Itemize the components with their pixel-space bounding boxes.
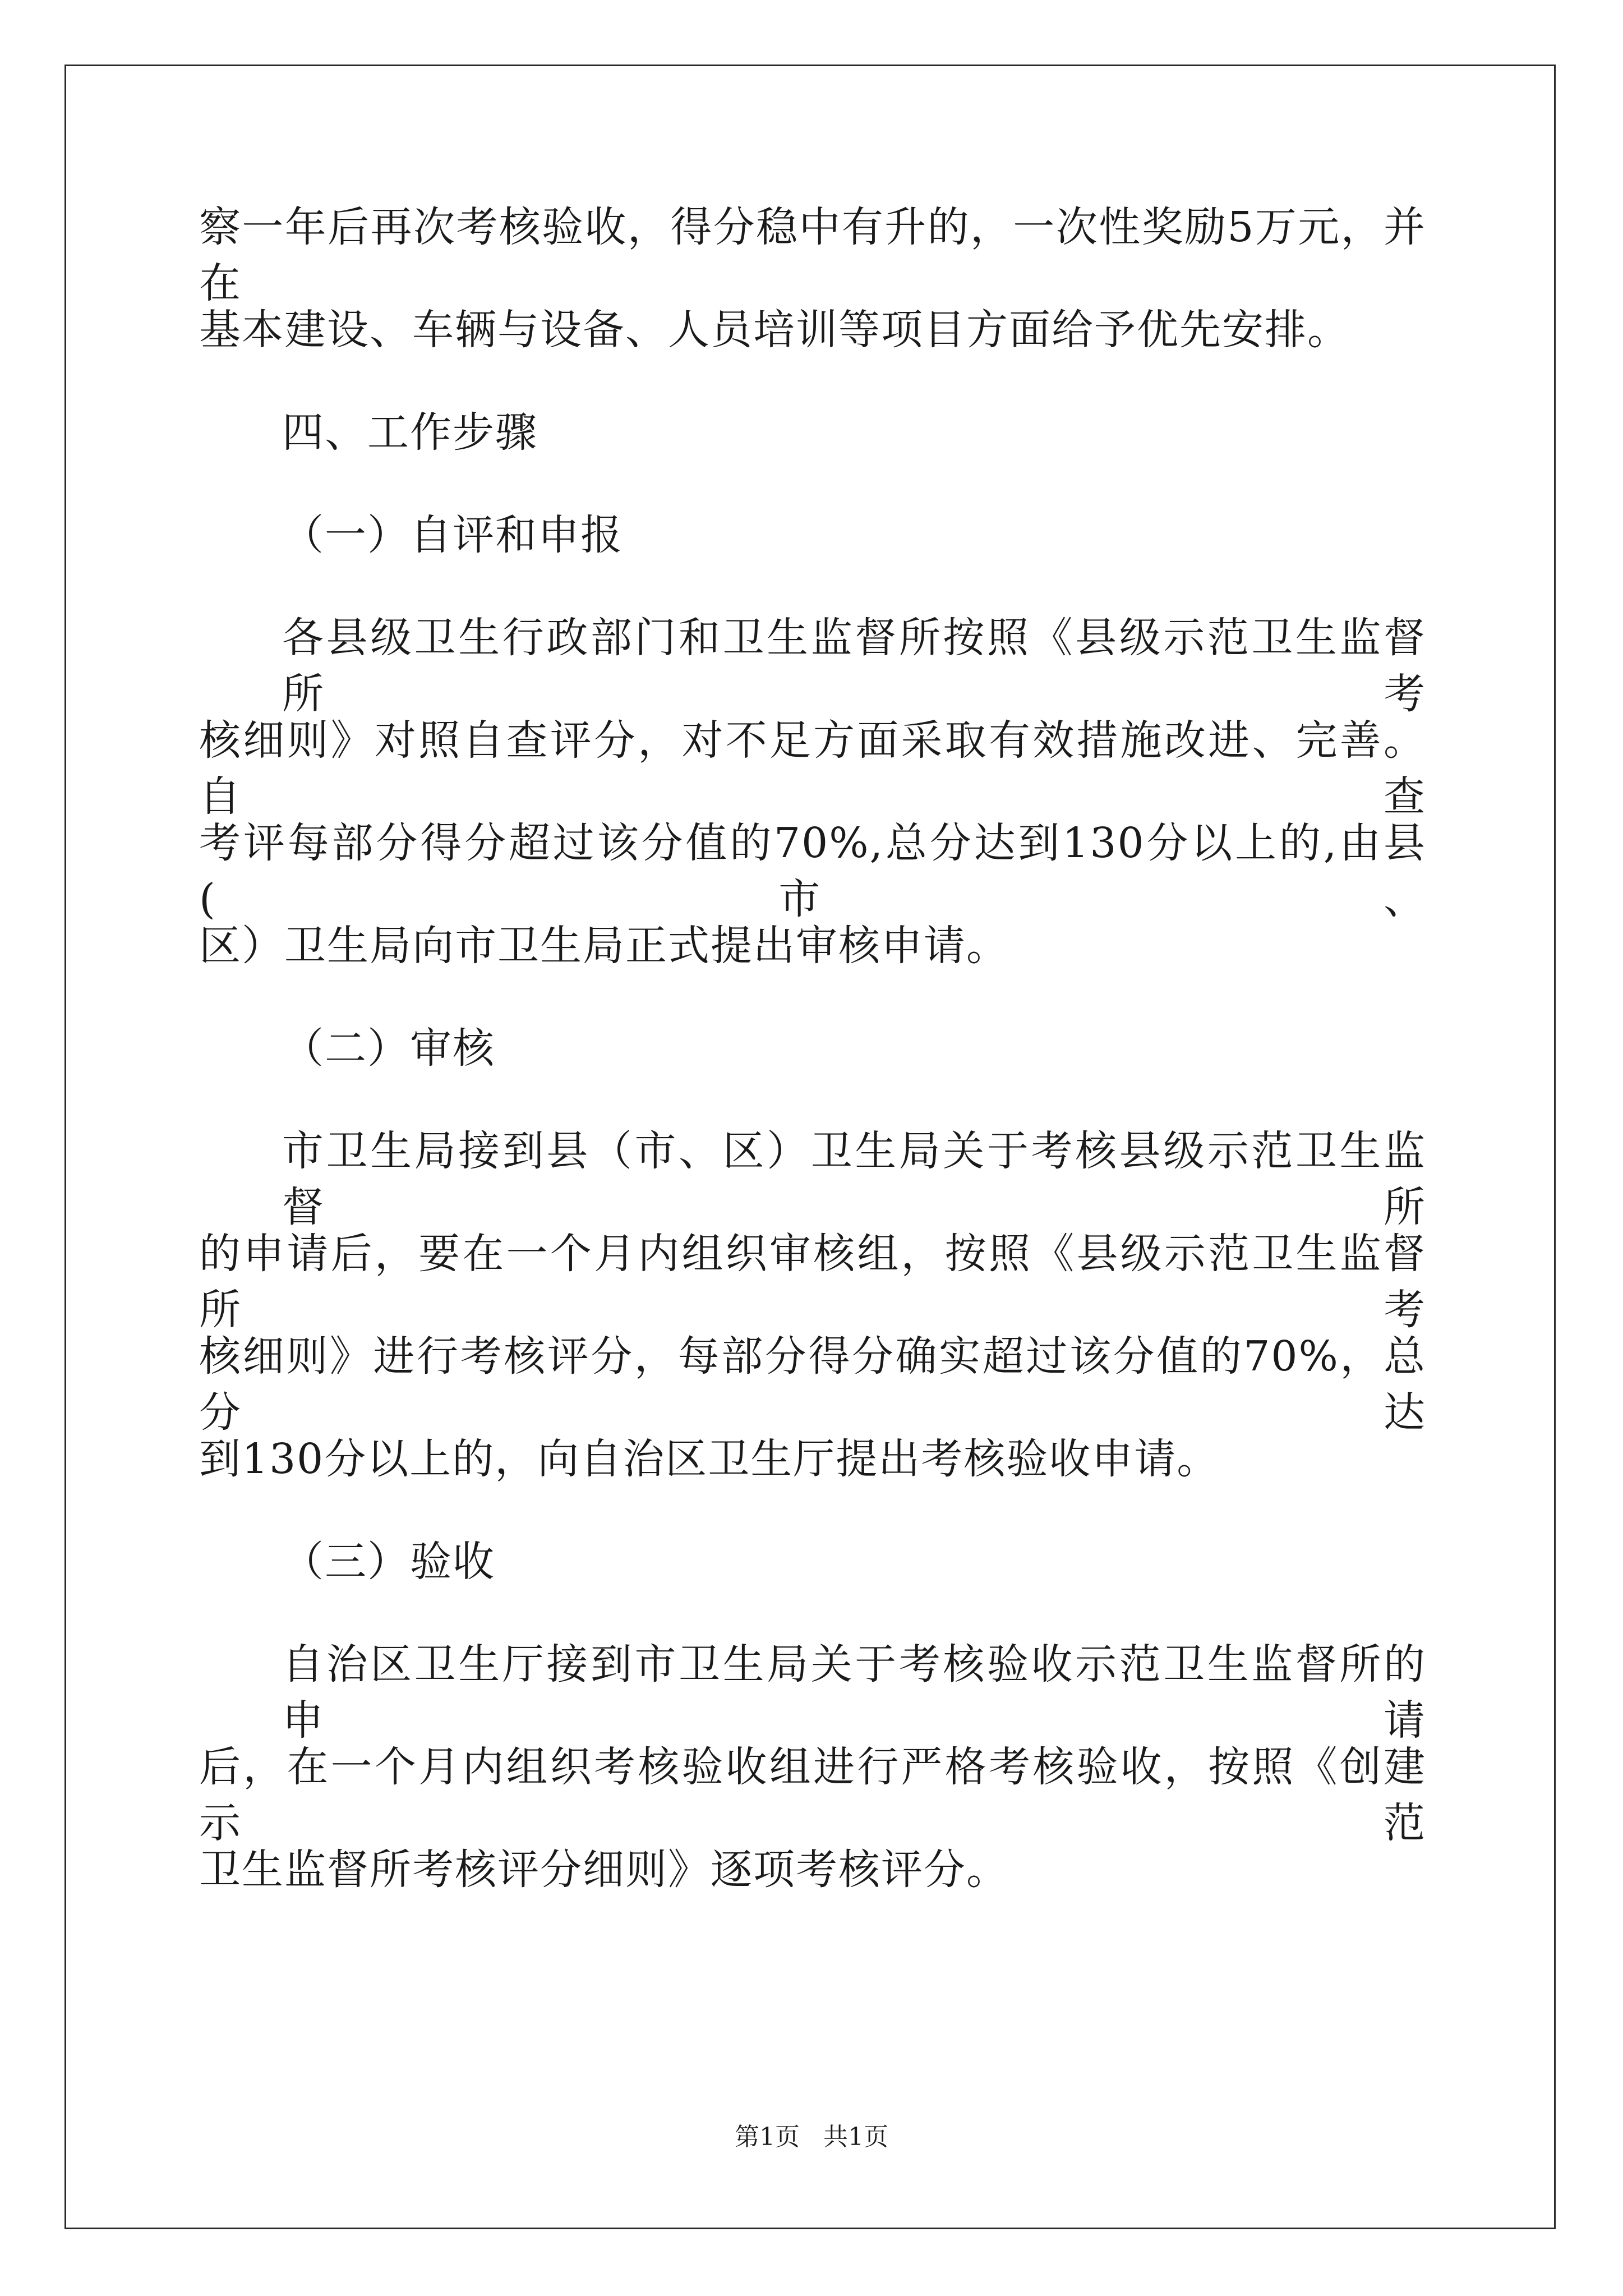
subsection-heading: （一）自评和申报 [282,511,623,559]
page-total: 共1页 [823,2123,888,2151]
body-line: 到130分以上的，向自治区卫生厅提出考核验收申请。 [199,1435,1220,1483]
body-line: 区）卫生局向市卫生局正式提出审核申请。 [199,922,1009,970]
body-line: 市卫生局接到县（市、区）卫生局关于考核县级示范卫生监督所 [282,1127,1426,1231]
section-heading: 四、工作步骤 [282,408,538,457]
page-number: 第1页 [735,2123,800,2151]
body-line: 各县级卫生行政部门和卫生监督所按照《县级示范卫生监督所考 [282,614,1426,718]
body-line: 核细则》进行考核评分，每部分得分确实超过该分值的70%，总分达 [199,1332,1426,1437]
body-line: 卫生监督所考核评分细则》逐项考核评分。 [199,1846,1009,1894]
body-line: 察一年后再次考核验收，得分稳中有升的，一次性奖励5万元，并在 [199,203,1426,307]
subsection-heading: （二）审核 [282,1024,495,1073]
body-line: 自治区卫生厅接到市卫生局关于考核验收示范卫生监督所的申请 [282,1640,1426,1745]
body-line: 基本建设、车辆与设备、人员培训等项目方面给予优先安排。 [199,306,1350,354]
page-footer [0,2120,1623,2154]
subsection-heading: （三）验收 [282,1538,495,1586]
body-line: 后，在一个月内组织考核验收组进行严格考核验收，按照《创建示范 [199,1743,1426,1847]
body-line: 考评每部分得分超过该分值的70%,总分达到130分以上的,由县(市、 [199,819,1426,923]
body-line: 核细则》对照自查评分，对不足方面采取有效措施改进、完善。自查 [199,716,1426,821]
body-line: 的申请后，要在一个月内组织审核组，按照《县级示范卫生监督所考 [199,1230,1426,1334]
